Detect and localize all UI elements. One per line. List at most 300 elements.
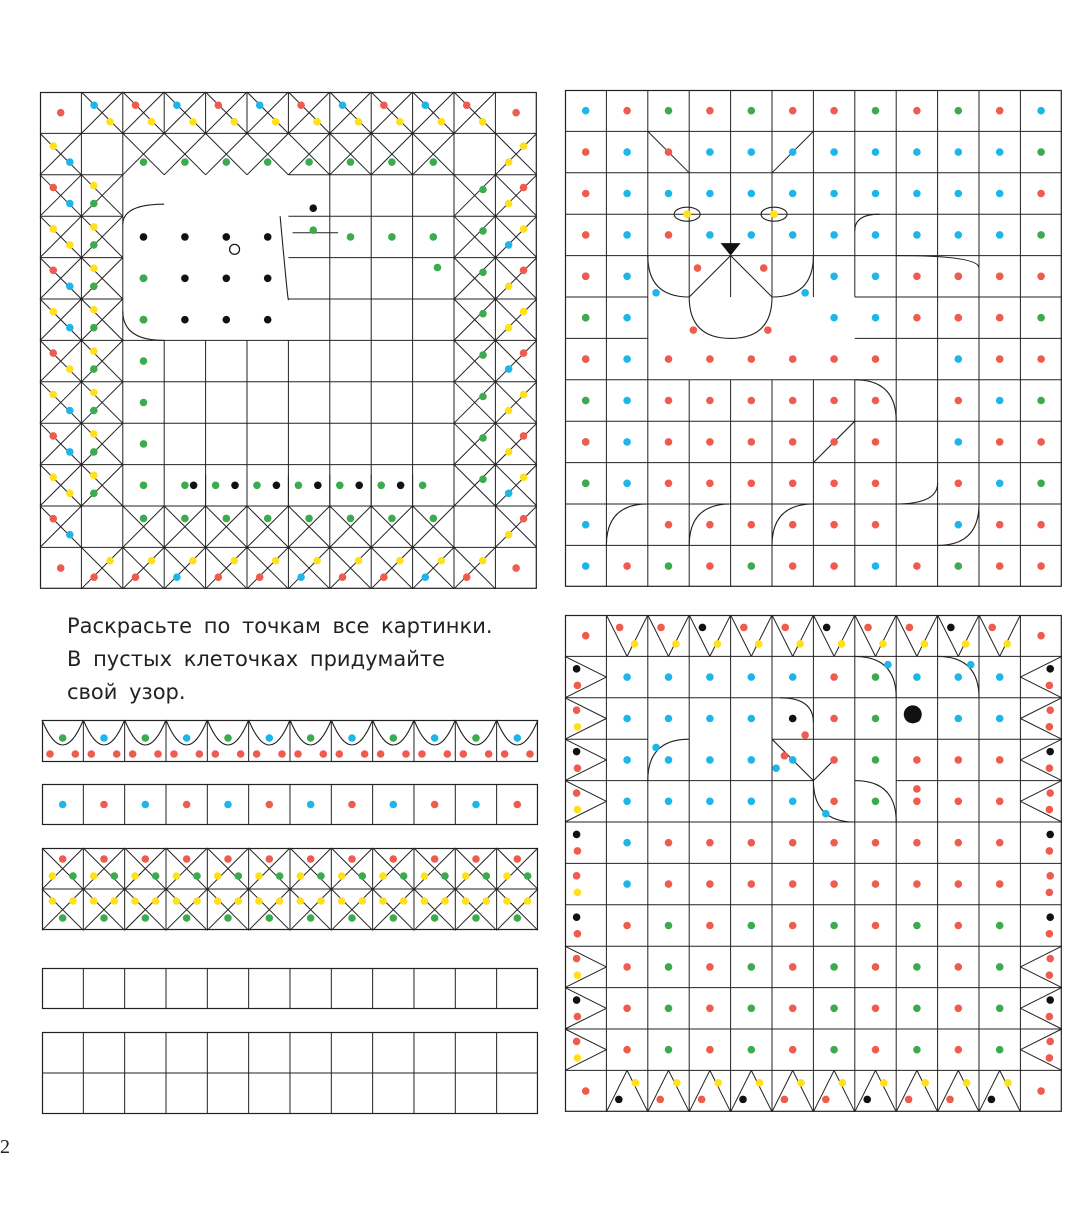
dot [390, 855, 398, 863]
dot [1037, 562, 1045, 570]
dot [148, 557, 156, 565]
dot [921, 640, 929, 648]
dot [90, 200, 98, 208]
dot [278, 750, 286, 758]
dot [913, 231, 921, 239]
dot [665, 562, 673, 570]
dot [377, 482, 385, 490]
dot [781, 752, 789, 760]
dot [872, 880, 880, 888]
dot [441, 872, 449, 880]
dot [706, 922, 714, 930]
dot [512, 564, 520, 572]
dot [305, 158, 313, 166]
dot [748, 1046, 756, 1054]
dot [479, 118, 487, 126]
dot [140, 440, 148, 448]
dot [154, 750, 162, 758]
dot [789, 438, 797, 446]
dot [830, 922, 838, 930]
dot [231, 557, 239, 565]
dot [822, 810, 830, 818]
dot [830, 107, 838, 115]
dot [623, 839, 631, 847]
dot [706, 839, 714, 847]
dot [913, 190, 921, 198]
dot [706, 397, 714, 405]
dot [355, 118, 363, 126]
dot [505, 324, 513, 332]
dot [482, 897, 490, 905]
dot [336, 482, 344, 490]
dot [632, 1079, 640, 1087]
dot [276, 872, 284, 880]
dot [748, 190, 756, 198]
dot [748, 438, 756, 446]
dot [789, 715, 797, 723]
dot [317, 897, 325, 905]
dot [100, 855, 108, 863]
dot [189, 557, 197, 565]
dot [872, 798, 880, 806]
dot [582, 148, 590, 156]
dot [1037, 480, 1045, 488]
dot [181, 515, 189, 523]
dot [623, 756, 631, 764]
dot [90, 306, 98, 314]
dot [665, 880, 673, 888]
dot [397, 482, 405, 490]
dot [142, 855, 150, 863]
dot [1037, 1087, 1045, 1095]
dot [996, 963, 1004, 971]
dot [872, 1046, 880, 1054]
dot [623, 1005, 631, 1013]
dot [90, 872, 98, 880]
dot [623, 231, 631, 239]
dot [223, 316, 231, 324]
dot [748, 562, 756, 570]
dot [431, 801, 439, 809]
dot [573, 748, 581, 756]
dot [830, 880, 838, 888]
dot [388, 158, 396, 166]
dot [418, 750, 426, 758]
dot [665, 480, 673, 488]
dot [215, 101, 223, 109]
dot [967, 661, 975, 669]
dot [520, 432, 528, 440]
dot [339, 573, 347, 581]
dot [90, 347, 98, 355]
dot [913, 273, 921, 281]
dot [215, 573, 223, 581]
dot [748, 231, 756, 239]
instruction-line-3: свой узор. [67, 680, 186, 704]
dot [235, 872, 243, 880]
dot [764, 326, 772, 334]
dot [996, 673, 1004, 681]
dot [582, 107, 590, 115]
dot [59, 855, 67, 863]
dot [396, 118, 404, 126]
dot [657, 624, 665, 632]
dot [106, 557, 114, 565]
dot [266, 855, 274, 863]
dot [789, 480, 797, 488]
dot [1037, 273, 1045, 281]
dot [772, 764, 780, 772]
dot [706, 480, 714, 488]
dot [90, 448, 98, 456]
dot [665, 963, 673, 971]
dot [224, 855, 232, 863]
dot [706, 715, 714, 723]
dot [88, 750, 96, 758]
dot [106, 118, 114, 126]
dot [665, 355, 673, 363]
dot [266, 914, 274, 922]
dot [748, 756, 756, 764]
dot [140, 482, 148, 490]
dot [224, 801, 232, 809]
dot [955, 798, 963, 806]
dot [582, 480, 590, 488]
dot [140, 158, 148, 166]
dot [513, 855, 521, 863]
dot [748, 715, 756, 723]
dot [90, 490, 98, 498]
dot [739, 1096, 747, 1104]
dot [872, 314, 880, 322]
dot [1004, 1079, 1012, 1087]
dot [313, 118, 321, 126]
dot [955, 480, 963, 488]
dot [789, 148, 797, 156]
dot [462, 897, 470, 905]
dot [380, 101, 388, 109]
dot [996, 231, 1004, 239]
dot [830, 231, 838, 239]
dot [573, 955, 581, 963]
dot [90, 897, 98, 905]
dot [505, 365, 513, 373]
dot [348, 734, 356, 742]
dot [830, 963, 838, 971]
dot [573, 831, 581, 839]
dot [789, 190, 797, 198]
dot [212, 750, 220, 758]
dot [1046, 955, 1054, 963]
dot [513, 801, 521, 809]
dot [505, 531, 513, 539]
dot [444, 750, 452, 758]
dot [264, 316, 272, 324]
dot [963, 1079, 971, 1087]
dot [49, 349, 57, 357]
dot [748, 521, 756, 529]
dot [49, 225, 57, 233]
dot [582, 231, 590, 239]
dot [872, 673, 880, 681]
dot [1037, 355, 1045, 363]
dot [49, 391, 57, 399]
dot [256, 101, 264, 109]
dot [1046, 847, 1054, 855]
dot [748, 880, 756, 888]
dot [913, 785, 921, 793]
dot [170, 750, 178, 758]
dot [66, 365, 74, 373]
dot [49, 184, 57, 192]
dot [582, 273, 590, 281]
dot [955, 562, 963, 570]
dot [623, 880, 631, 888]
dot [623, 148, 631, 156]
dot [574, 1013, 582, 1021]
dot [748, 798, 756, 806]
dot [223, 158, 231, 166]
dot [430, 158, 438, 166]
dot [748, 1005, 756, 1013]
strip-empty-one-row[interactable] [42, 968, 538, 1009]
dot [872, 438, 880, 446]
dot [224, 734, 232, 742]
dot [706, 756, 714, 764]
dot [520, 349, 528, 357]
dot [90, 223, 98, 231]
dot [1046, 930, 1054, 938]
dot [49, 872, 57, 880]
dot [665, 521, 673, 529]
dot [665, 438, 673, 446]
dot [431, 914, 439, 922]
strip-triangles [42, 848, 538, 930]
dot [66, 241, 74, 249]
dot [996, 839, 1004, 847]
dot [462, 872, 470, 880]
dot [388, 233, 396, 241]
dot [264, 233, 272, 241]
dot [355, 482, 363, 490]
dot [830, 756, 838, 764]
dot [1037, 397, 1045, 405]
dot [996, 715, 1004, 723]
dot [706, 673, 714, 681]
dot [59, 914, 67, 922]
dot [665, 1005, 673, 1013]
dot [955, 148, 963, 156]
dot [706, 1046, 714, 1054]
dot [479, 351, 487, 359]
dot [789, 562, 797, 570]
dot [224, 914, 232, 922]
dot [781, 1096, 789, 1104]
dot [760, 264, 768, 272]
dot [573, 913, 581, 921]
dot [66, 531, 74, 539]
dot [309, 226, 317, 234]
dot [380, 573, 388, 581]
dot [49, 515, 57, 523]
dot [379, 872, 387, 880]
dot [313, 557, 321, 565]
dot [913, 963, 921, 971]
dot [706, 107, 714, 115]
dot [421, 897, 429, 905]
dot [90, 407, 98, 415]
dot [905, 1096, 913, 1104]
dot [132, 573, 140, 581]
dot [996, 756, 1004, 764]
dot [623, 798, 631, 806]
dot [472, 914, 480, 922]
dot [665, 756, 673, 764]
page-number: 2 [0, 1136, 10, 1158]
dot [402, 750, 410, 758]
dot [320, 750, 328, 758]
dot [574, 847, 582, 855]
dot [513, 734, 521, 742]
dot [781, 624, 789, 632]
dot [955, 756, 963, 764]
dot [505, 448, 513, 456]
dot [996, 438, 1004, 446]
dot [706, 963, 714, 971]
dot [801, 731, 809, 739]
strip-arches [42, 720, 538, 762]
dot [183, 734, 191, 742]
dot [1037, 314, 1045, 322]
dot [390, 801, 398, 809]
dot [100, 734, 108, 742]
dot [90, 265, 98, 273]
dot [947, 624, 955, 632]
dot [913, 1046, 921, 1054]
dot [756, 1079, 764, 1087]
dot [57, 109, 65, 117]
dot [830, 480, 838, 488]
dot [66, 283, 74, 291]
dot [90, 182, 98, 190]
dot [181, 158, 189, 166]
dot [839, 1079, 847, 1087]
dot [740, 624, 748, 632]
dot [485, 750, 493, 758]
dot [520, 142, 528, 150]
dot [196, 750, 204, 758]
dot [996, 480, 1004, 488]
dot [823, 624, 831, 632]
dot [419, 482, 427, 490]
dot [574, 971, 582, 979]
dot [652, 289, 660, 297]
dot [297, 101, 305, 109]
dot [231, 482, 239, 490]
dot [913, 839, 921, 847]
dot [706, 562, 714, 570]
dot [431, 855, 439, 863]
dot [946, 1096, 954, 1104]
dot [706, 355, 714, 363]
strip-empty-two-rows[interactable] [42, 1032, 538, 1114]
dot [66, 158, 74, 166]
dot [872, 397, 880, 405]
dot [801, 289, 809, 297]
dot [140, 515, 148, 523]
dot [913, 562, 921, 570]
dot [463, 101, 471, 109]
dot [272, 118, 280, 126]
dot [913, 673, 921, 681]
dot [1037, 438, 1045, 446]
dot [438, 557, 446, 565]
dot [955, 839, 963, 847]
dot [863, 1096, 871, 1104]
dot [307, 855, 315, 863]
dot [90, 365, 98, 373]
dot [472, 855, 480, 863]
dot [714, 640, 722, 648]
dot [872, 922, 880, 930]
dot [59, 734, 67, 742]
dot [479, 227, 487, 235]
dot [582, 397, 590, 405]
dot [616, 624, 624, 632]
dot [1046, 831, 1054, 839]
dot [347, 233, 355, 241]
dot [472, 734, 480, 742]
dot [223, 233, 231, 241]
dot [623, 273, 631, 281]
dot [223, 515, 231, 523]
dot [665, 1046, 673, 1054]
dot [748, 397, 756, 405]
dot [214, 872, 222, 880]
dot [49, 474, 57, 482]
dot [913, 922, 921, 930]
dot [789, 1005, 797, 1013]
dot [797, 1079, 805, 1087]
dot [348, 855, 356, 863]
dot [503, 872, 511, 880]
dot [623, 355, 631, 363]
dot [90, 324, 98, 332]
dot [148, 118, 156, 126]
dot [830, 355, 838, 363]
instruction-line-2: В пустых клеточках придумайте [67, 647, 446, 671]
dot [573, 1038, 581, 1046]
dot [623, 673, 631, 681]
dot [748, 355, 756, 363]
dot [830, 397, 838, 405]
dot [748, 480, 756, 488]
dot [520, 391, 528, 399]
dot [623, 107, 631, 115]
dot [830, 839, 838, 847]
dot [838, 640, 846, 648]
dot [297, 897, 305, 905]
dot [996, 880, 1004, 888]
dot [955, 673, 963, 681]
dot [623, 190, 631, 198]
dot [574, 1054, 582, 1062]
dot [193, 872, 201, 880]
dot [789, 1046, 797, 1054]
dot [69, 872, 77, 880]
dot [1046, 1038, 1054, 1046]
dot [181, 275, 189, 283]
